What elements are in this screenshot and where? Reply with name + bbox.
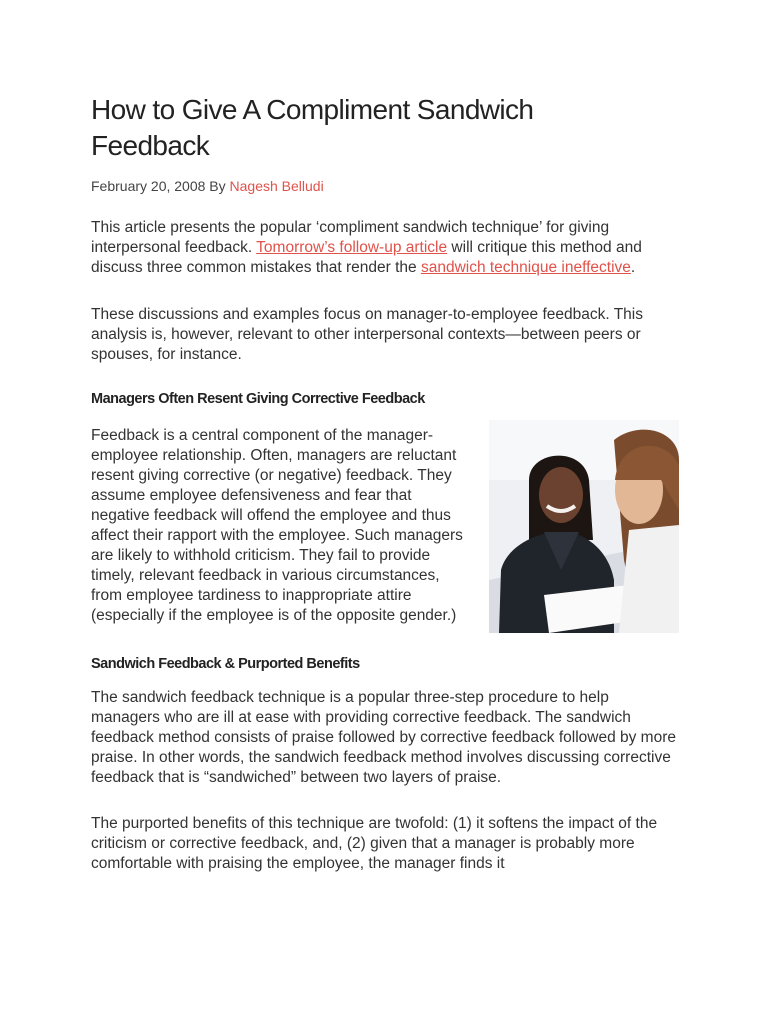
paragraph-intro xyxy=(91,218,681,278)
sandwich-technique-ineffective-link[interactable]: sandwich technique ineffective xyxy=(420,259,631,276)
paragraph-benefits: The purported benefits of this technique are twofold: (1) it softens the impact of the criticism or corrective feedback, and, (2) given that a manager is probably more comfortable with praising the employee, the manager finds it xyxy=(91,815,658,872)
follow-up-article-link[interactable]: Tomorrow’s follow-up article xyxy=(256,239,448,256)
section-heading-managers: Managers Often Resent Giving Corrective Feedback xyxy=(91,391,425,407)
intro-text-2: will critique this method and discuss three common mistakes that render the xyxy=(91,239,642,276)
feature-block xyxy=(91,426,681,648)
author-link[interactable]: Nagesh Belludi xyxy=(229,178,324,194)
intro-text-1: This article presents the popular ‘compliment sandwich technique’ for giving interpersonal feedback. xyxy=(91,219,610,256)
article-date: February 20, 2008 xyxy=(91,178,206,194)
photo-illustration xyxy=(489,420,679,633)
paragraph-context: These discussions and examples focus on manager-to-employee feedback. This analysis is, however, relevant to other interpersonal contexts—between peers or spouses, for instance. xyxy=(91,306,643,363)
paragraph-managers: Feedback is a central component of the manager-employee relationship. Often, managers are reluctant resent giving corrective (or negative) feedback. They assume employee defensiveness and fear that negative feedback will offend the employee and thus affect their rapport with the employee. Such managers are likely to withhold criticism. They fail to provide timely, relevant feedback in various circumstances, from employee tardiness to inappropriate attire (especially if the employee is of the opposite gender.) xyxy=(91,427,463,624)
section-heading-sandwich: Sandwich Feedback & Purported Benefits xyxy=(91,656,360,672)
article xyxy=(91,92,681,874)
article-meta xyxy=(91,177,681,195)
byline-by: By xyxy=(209,178,226,194)
article-title: How to Give A Compliment Sandwich Feedback xyxy=(91,94,534,161)
paragraph-sandwich-technique: The sandwich feedback technique is a popular three-step procedure to help managers who are ill at ease with providing corrective feedback. The sandwich feedback method consists of praise followed by corrective feedback followed by more praise. In other words, the sandwich feedback method involves discussing corrective feedback that is “sandwiched” between two layers of praise. xyxy=(91,689,676,786)
article-photo xyxy=(489,420,679,633)
intro-text-3: . xyxy=(630,259,636,276)
